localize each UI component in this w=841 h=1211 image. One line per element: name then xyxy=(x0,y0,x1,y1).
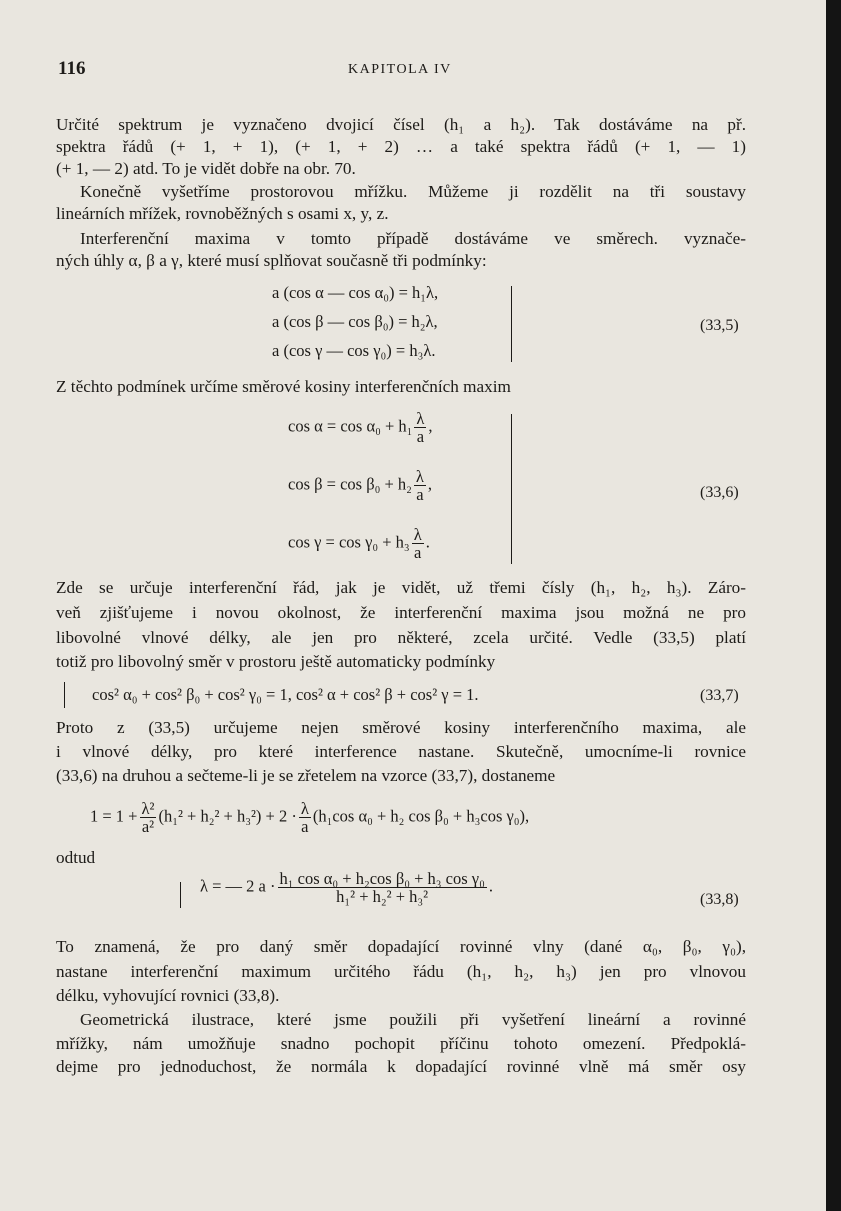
equation-33-6-line1: cos α = cos α₀ + h₁ $\frac{\lambda}{a}$ , xyxy=(288,409,433,447)
text-line: Interferenční maxima v tomto případě dostáváme ve směrech. vyznače- xyxy=(80,229,746,248)
text-line: Geometrická ilustrace, které jsme použili při vyšetření lineární a rovinné xyxy=(80,1010,746,1029)
equation-brace xyxy=(505,414,512,564)
equation-number: (33,8) xyxy=(700,891,739,908)
equation-33-5-line3: a (cos γ — cos γ₀) = h₃λ. xyxy=(272,341,436,360)
text-line: délku, vyhovující rovnici (33,8). xyxy=(56,986,280,1005)
equation-33-5-line2: a (cos β — cos β₀) = h₂λ, xyxy=(272,312,438,331)
text-line: Konečně vyšetříme prostorovou mřížku. Můžeme ji rozdělit na tři soustavy xyxy=(80,182,746,201)
text-line: i vlnové délky, pro které interference nastane. Skutečně, umocníme-li rovnice xyxy=(56,742,746,761)
text-line: spektra řádů (+ 1, + 1), (+ 1, + 2) … a také spektra řádů (+ 1, — 1) xyxy=(56,137,746,156)
text-line: nastane interferenční maximum určitého řádu (h₁, h₂, h₃) jen pro vlnovou xyxy=(56,962,746,981)
text-line: To znamená, že pro daný směr dopadající rovinné vlny (dané α₀, β₀, γ₀), xyxy=(56,937,746,956)
equation-number: (33,6) xyxy=(700,484,739,501)
text-line: veň zjišťujeme i novou okolnost, že interferenční maxima jsou možná ne pro xyxy=(56,603,746,622)
chapter-title: KAPITOLA IV xyxy=(348,62,452,77)
text-line: dejme pro jednoduchost, že normála k dopadající rovinné vlně má směr osy xyxy=(56,1057,746,1076)
equation-brace xyxy=(505,286,512,362)
equation-33-5-line1: a (cos α — cos α₀) = h₁λ, xyxy=(272,283,439,302)
text-line: Zde se určuje interferenční řád, jak je vidět, už třemi čísly (h₁, h₂, h₃). Záro- xyxy=(56,578,746,597)
text-line: mřížky, nám umožňuje snadno pochopit příčinu tohoto omezení. Předpoklá- xyxy=(56,1034,746,1053)
text-line: ných úhly α, β a γ, které musí splňovat současně tři podmínky: xyxy=(56,251,487,270)
text-line: Z těchto podmínek určíme směrové kosiny interferenčních maxim xyxy=(56,377,511,396)
text-line: Určité spektrum je vyznačeno dvojicí čísel (h₁ a h₂). Tak dostáváme na př. xyxy=(56,115,746,134)
text-line: lineárních mřížek, rovnoběžných s osami x, y, z. xyxy=(56,204,389,223)
equation-number: (33,5) xyxy=(700,317,739,334)
equation-33-8: λ = — 2 a · $\frac{\text{h₁ cos α₀ + h₂cos β₀ + h₃ cos γ₀}}{\text{h₁² + h₂² + h₃²}}$ . xyxy=(200,869,493,907)
text-line: totiž pro libovolný směr v prostoru ještě automaticky podmínky xyxy=(56,652,496,671)
text-line: Proto z (33,5) určujeme nejen směrové kosiny interferenčního maxima, ale xyxy=(56,718,746,737)
equation-33-7: cos² α₀ + cos² β₀ + cos² γ₀ = 1, cos² α + cos² β + cos² γ = 1. xyxy=(92,685,479,704)
margin-mark xyxy=(180,882,181,908)
equation-33-6-line3: cos γ = cos γ₀ + h₃ $\frac{\lambda}{a}$ . xyxy=(288,525,430,563)
text-line: odtud xyxy=(56,848,96,867)
text-line: (+ 1, — 2) atd. To je vidět dobře na obr. 70. xyxy=(56,159,356,178)
margin-mark xyxy=(64,682,65,708)
page-number: 116 xyxy=(58,58,86,79)
text-line: libovolné vlnové délky, ale jen pro některé, zcela určité. Vedle (33,5) platí xyxy=(56,628,746,647)
equation-number: (33,7) xyxy=(700,687,739,704)
book-spine-shadow xyxy=(826,0,841,1211)
equation-33-6-line2: cos β = cos β₀ + h₂ $\frac{\lambda}{a}$ , xyxy=(288,467,433,505)
text-line: (33,6) na druhou a sečteme-li je se zřetelem na vzorce (33,7), dostaneme xyxy=(56,766,556,785)
equation-squared-sum: 1 = 1 + $\frac{\text{λ²}}{\text{a²}}$ (h₁² + h₂² + h₃²) + 2 · $\frac{\lambda}{a}$ (h₁cos α₀ + h₂ cos β₀ + h₃cos γ₀), xyxy=(90,799,530,837)
running-header xyxy=(58,58,746,82)
